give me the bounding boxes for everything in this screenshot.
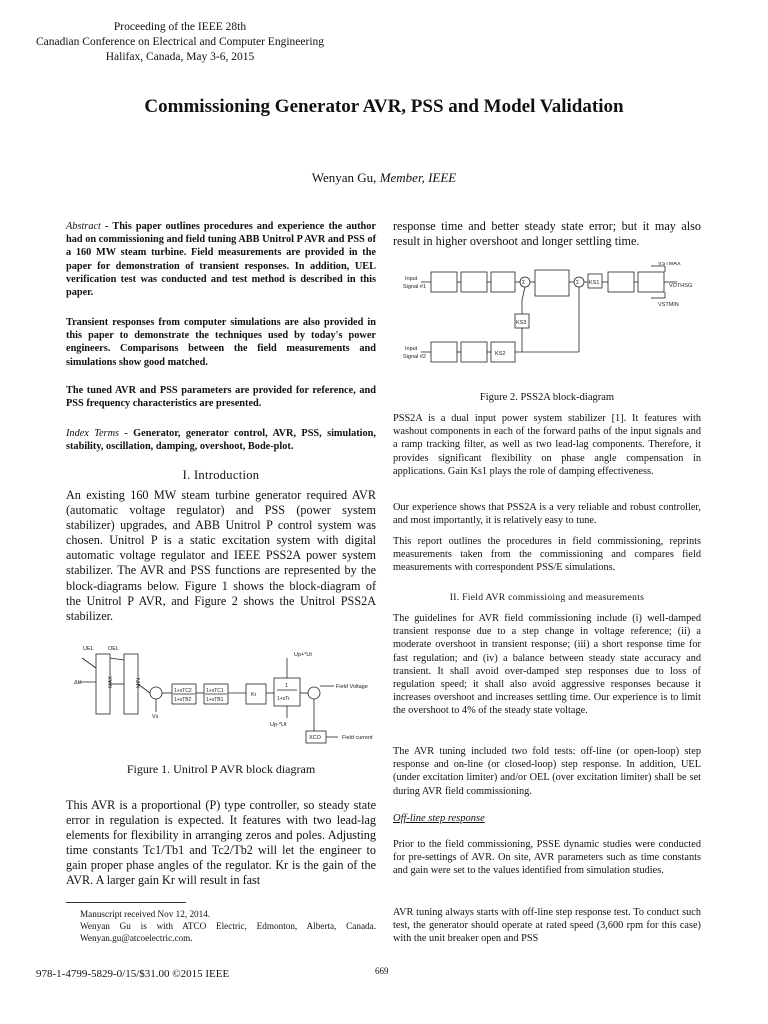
section-1-heading: I. Introduction (182, 468, 260, 482)
fig2-signal1-label: Signal #1 (403, 284, 426, 290)
right-paragraph-0: response time and better steady state error; but it may also result in higher overshoot and longer settling time. (393, 219, 701, 249)
paper-title: Commissioning Generator AVR, PSS and Model Validation (144, 96, 624, 117)
fig2-ramp-filter (535, 270, 569, 296)
fig2-vstmax-label: VSTMAX (658, 262, 681, 267)
conference-line-2: Canadian Conference on Electrical and Computer Engineering (35, 36, 325, 48)
fig1-max-label: MAX (108, 676, 114, 688)
abstract-lead: Abstract (66, 221, 101, 232)
fig2-input1-label: Input (405, 276, 418, 282)
abstract-text-1: - This paper outlines procedures and experience the author had on commissioning and field tuning ABB Unitrol P AVR and PSS of a 160 MW steam turbine. Field measurements are provided in the paper for demonstration of transient responses. In addition, UEL verification test was conducted and test method is described in this paper. (66, 221, 377, 299)
offline-step-response-subheading: Off-line step response (393, 813, 485, 824)
fig2-washout-2a (431, 342, 457, 362)
right-paragraph-4: The guidelines for AVR field commissioning include (i) well-damped transient response due to a step change in voltage reference; (ii) a moderate overshoot in transient response; (iii) a short response time for fast regulation; and (iv) a balance between steady state accuracy and transient. It shall avoid over-damped step responses due to loss of regulation speed; it shall also avoid aggressive responses because it increases overshoot and increases settling time. Our experience is to limit the overshoot to 4% of the steady state voltage. (393, 613, 701, 717)
fig2-ks2-label: KS2 (495, 351, 506, 357)
abstract-paragraph-1 (66, 220, 376, 299)
footnote-line-2: Wenyan Gu is with ATCO Electric, Edmonton, Alberta, Canada. Wenyan.gu@atcoelectric.com. (80, 921, 376, 943)
fig2-leadlag-2 (638, 272, 664, 292)
right-paragraph-3: This report outlines the procedures in field commissioning, reprints measurements taken from the commissioning and compares field measurements with correspondent PSS/E simulations. (393, 536, 701, 574)
fig1-tf-den: 1+sTr (277, 696, 290, 702)
abstract-paragraph-3: The tuned AVR and PSS parameters are provided for reference, and PSS frequency characteristics are presented. (66, 385, 376, 410)
fig1-vs-label: Vs (152, 714, 159, 720)
author-line (0, 170, 768, 186)
conference-line-3: Halifax, Canada, May 3-6, 2015 (105, 51, 255, 63)
right-paragraph-2: Our experience shows that PSS2A is a very reliable and robust controller, and most importantly, it is relatively easy to tune. (393, 502, 701, 527)
fig2-sum1-label: Σ (522, 280, 526, 286)
fig1-ll1-den: 1+sTB2 (174, 697, 192, 703)
fig2-vstmin-label: VSTMIN (658, 302, 679, 308)
fig1-ll2-num: 1+sTC1 (206, 688, 224, 694)
fig2-ks3-label: KS3 (516, 320, 527, 326)
fig1-sum2 (308, 687, 320, 699)
conference-line-1: Proceeding of the IEEE 28th (113, 21, 247, 33)
fig1-caption: Figure 1. Unitrol P AVR block diagram (126, 762, 316, 776)
fig2-sum2-label: Σ (576, 280, 580, 286)
footnote-line-1: Manuscript received Nov 12, 2014. (80, 909, 211, 919)
fig1-ll2-den: 1+sTB1 (206, 697, 224, 703)
right-paragraph-5: The AVR tuning included two fold tests: off-line (or open-loop) step response and on-line (or closed-loop) step response. In addition, UEL (under excitation limiter) and/or OEL (over excitation limiter) shall be set during AVR field commissioning. (393, 746, 701, 797)
fig1-kr-label: Kr (251, 692, 257, 698)
fig1-uel-label: UEL (83, 646, 94, 652)
isbn-footer: 978-1-4799-5829-0/15/$31.00 ©2015 IEEE (36, 968, 230, 980)
footnote-rule (66, 902, 186, 903)
fig2-pss2a-block-diagram (403, 262, 693, 382)
author-affiliation: Member, IEEE (379, 170, 457, 185)
index-terms (66, 427, 376, 453)
fig2-washout-2b (461, 342, 487, 362)
fig2-transducer-1 (491, 272, 515, 292)
intro-paragraph-1: An existing 160 MW steam turbine generator required AVR (automatic voltage regulator) and PSS (power system stabilizer) upgrades, and ABB Unitrol P control system was chosen. Unitrol P is a static excitation system with digital automatic voltage regulator and IEEE PSS2A power system stabilizer. The AVR and PSS functions are represented by the block-diagrams below. Figure 1 shows the block-diagram of the Unitrol P AVR, and Figure 2 shows the Unitrol PSS2A stabilizer. (66, 488, 376, 623)
fig2-ks1-label: KS1 (589, 280, 600, 286)
footnote (80, 908, 376, 944)
fig1-field-voltage-label: Field Voltage (336, 684, 368, 690)
fig2-vothsg-label: VOTHSG (669, 283, 693, 289)
page-number: 669 (375, 966, 389, 976)
index-terms-lead: Index Terms (66, 428, 120, 439)
abstract-paragraph-2: Transient responses from computer simulations are also provided in this paper to demonstrate the techniques used by today's power engineers. Comparisons between the field measurements and simulations show good matched. (66, 317, 376, 368)
fig1-xco-label: XCO (309, 735, 321, 741)
fig1-sum1 (150, 687, 162, 699)
fig1-upmax-label: Up+*Ut (294, 652, 312, 658)
right-paragraph-1: PSS2A is a dual input power system stabilizer [1]. It features with washout components in each of the forward paths of the input signals and a ramp tracking filter, as well as two lead-lag components. Therefore, it provides significant flexibility on phase angle compensation in applications. Gain Ks1 plays the role of damping effectiveness. (393, 413, 701, 477)
fig2-washout-1b (461, 272, 487, 292)
author-name: Wenyan Gu, (311, 170, 377, 185)
fig2-signal2-label: Signal #2 (403, 354, 426, 360)
right-paragraph-6: Prior to the field commissioning, PSSE dynamic studies were conducted for pre-settings of AVR. On site, AVR parameters such as time constants and gain were set to the values identified from simulation studies. (393, 839, 701, 877)
fig1-field-current-label: Field current (342, 735, 373, 741)
fig2-caption: Figure 2. PSS2A block-diagram (479, 392, 615, 403)
fig1-oel-label: OEL (108, 646, 120, 652)
intro-paragraph-2: This AVR is a proportional (P) type controller, so steady state error in regulation is expected. It features with two lead-lag elements for flexibility in arranging zeros and poles. Adjusting time constants Tc1/Tb1 and Tc2/Tb2 will let the engineer to gain proper phase angles of the regulator. Kr is the gain of the AVR. A larger gain Kr will result in fast (66, 798, 376, 888)
fig1-ll1-num: 1+sTC2 (174, 688, 192, 694)
fig2-washout-1a (431, 272, 457, 292)
fig1-avr-block-diagram (66, 638, 376, 750)
fig2-input2-label: Input (405, 346, 418, 352)
fig1-min-label: MIN (136, 677, 142, 688)
fig1-upmin-label: Up-*Ut (270, 722, 287, 728)
fig1-tf-num: 1 (285, 683, 289, 689)
right-paragraph-7: AVR tuning always starts with off-line step response test. To conduct such test, the generator should operate at rated speed (3,600 rpm for this case) with the unit breaker open and PSS (393, 907, 701, 945)
fig2-leadlag-1 (608, 272, 634, 292)
fig1-du-label: ΔU (74, 680, 82, 686)
index-terms-text: - Generator, generator control, AVR, PSS, simulation, stability, oscillation, damping, overshoot, Bode-plot. (66, 428, 376, 453)
section-2-heading: II. Field AVR commissioing and measurements (449, 592, 645, 603)
conference-header (0, 20, 360, 65)
